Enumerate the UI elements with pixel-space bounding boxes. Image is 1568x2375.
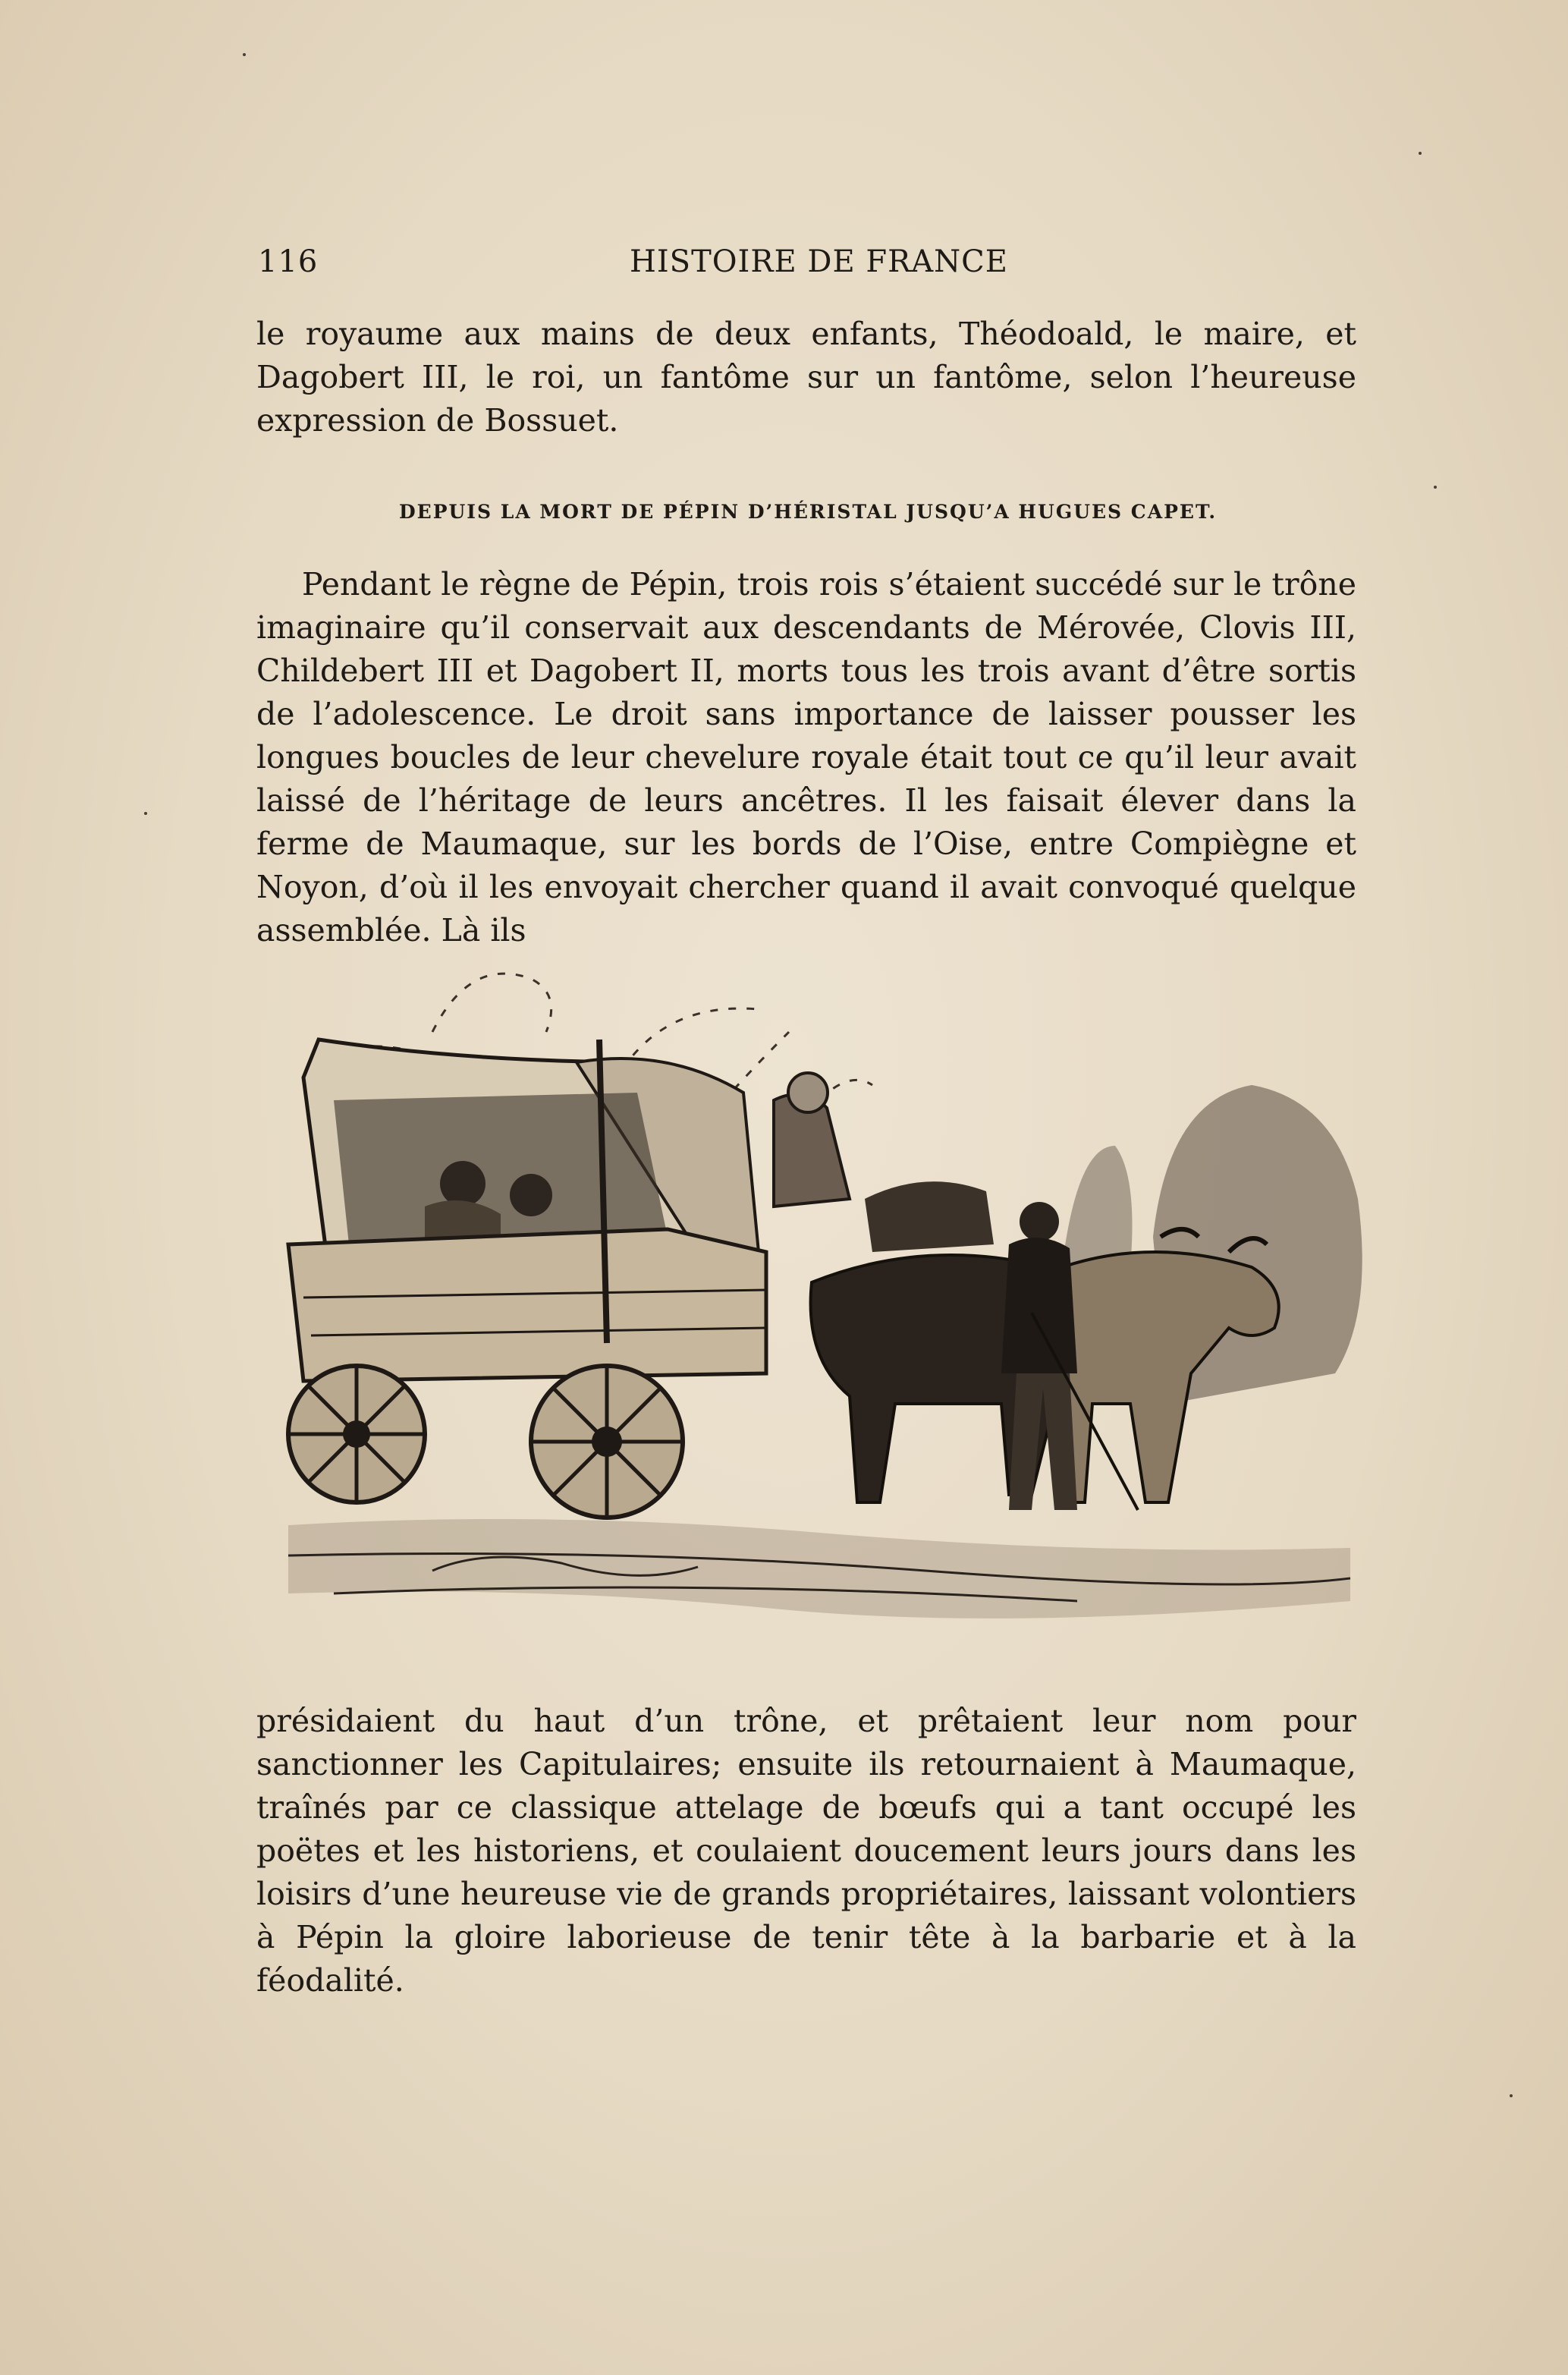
paragraph-bottom [256,1700,1356,2002]
paragraph-main [256,563,1356,952]
paper-speck [243,53,246,56]
paragraph-main-text: Pendant le règne de Pépin, trois rois s’étaient succédé sur le trône imaginaire qu’il conservait aux descendants de Mérovée, Clovis III, Childebert III et Dagobert II, morts tous les trois avant d’être sortis de l’adolescence. Le droit sans importance de laisser pousser les longues boucles de leur chevelure royale était tout ce qu’il leur avait laissé de l’héritage de leurs ancêtres. Il les faisait élever dans la ferme de Maumaque, sur les bords de l’Oise, entre Compiègne et Noyon, d’où il les envoyait chercher quand il avait convoqué quelque assemblée. Là ils [256,566,1356,948]
paper-speck [1419,152,1422,155]
running-title: HISTOIRE DE FRANCE [630,244,1008,279]
paragraph-top [256,313,1356,442]
page-header [258,244,1358,287]
page-number: 116 [258,244,319,279]
paper-speck [144,812,147,815]
engraving-ox-cart-illustration [243,948,1396,1654]
engraving-ox-cart-icon [243,948,1396,1654]
paper-speck [1434,486,1437,489]
paragraph-bottom-text: présidaient du haut d’un trône, et prêtaient leur nom pour sanctionner les Capitulaires; ensuite ils retournaient à Maumaque, traînés par ce classique attelage de bœufs qui a tant occupé les poëtes et les historiens, et coulaient doucement leurs jours dans les loisirs d’une heureuse vie de grands propriétaires, laissant volontiers à Pépin la gloire laborieuse de tenir tête à la barbarie et à la féodalité. [256,1703,1356,1999]
paragraph-top-text: le royaume aux mains de deux enfants, Théodoald, le maire, et Dagobert III, le roi, un fantôme sur un fantôme, selon l’heureuse expression de Bossuet. [256,316,1356,439]
paper-speck [1510,2094,1513,2097]
section-heading: DEPUIS LA MORT DE PÉPIN D’HÉRISTAL JUSQU’A HUGUES CAPET. [398,501,1218,523]
